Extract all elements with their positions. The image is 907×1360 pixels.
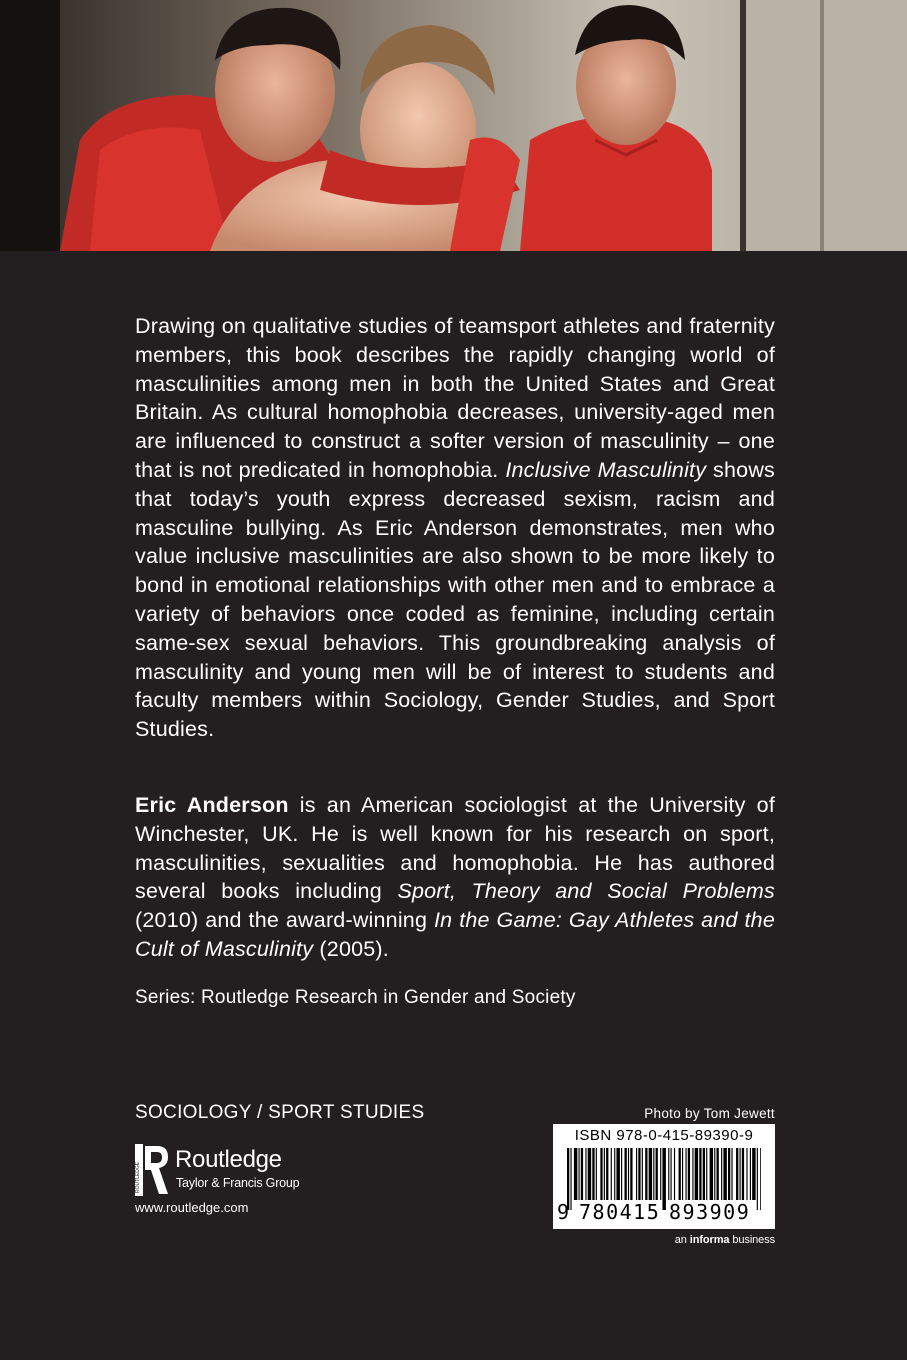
barcode-bar bbox=[653, 1148, 654, 1200]
barcode-bar bbox=[638, 1148, 640, 1200]
barcode-bar bbox=[604, 1148, 605, 1200]
barcode-bar bbox=[579, 1148, 580, 1200]
barcode-bar bbox=[585, 1148, 586, 1200]
barcode-bar bbox=[736, 1148, 738, 1200]
barcode-bar bbox=[746, 1148, 747, 1200]
barcode-bar bbox=[728, 1148, 730, 1200]
barcode-bar bbox=[742, 1148, 744, 1200]
barcode-bar bbox=[596, 1148, 597, 1200]
barcode-bar bbox=[674, 1148, 675, 1200]
barcode-bar bbox=[723, 1148, 726, 1200]
author-bio bbox=[135, 791, 775, 964]
barcode-bar bbox=[685, 1148, 686, 1200]
barcode-bar bbox=[668, 1148, 669, 1200]
publisher-website[interactable]: www.routledge.com bbox=[135, 1200, 249, 1215]
barcode-bar bbox=[682, 1148, 683, 1200]
informa-prefix: an bbox=[674, 1234, 690, 1246]
barcode-bar bbox=[649, 1148, 652, 1200]
barcode-bar bbox=[750, 1148, 751, 1200]
barcode-bar bbox=[752, 1148, 755, 1200]
barcode-bar bbox=[760, 1148, 761, 1210]
barcode-bar bbox=[621, 1148, 622, 1200]
photo-credit: Photo by Tom Jewett bbox=[644, 1106, 775, 1121]
barcode-bar bbox=[570, 1148, 571, 1210]
barcode-bar bbox=[695, 1148, 698, 1200]
barcode-bar bbox=[757, 1148, 758, 1210]
barcode-bar bbox=[699, 1148, 701, 1200]
bio-book-2: In the Game: Gay Athletes and the Cult of Masculinity bbox=[135, 908, 776, 961]
barcode-bar bbox=[628, 1148, 629, 1200]
barcode-bar bbox=[656, 1148, 658, 1200]
barcode-bar bbox=[625, 1148, 627, 1200]
subject-category: SOCIOLOGY / SPORT STUDIES bbox=[135, 1102, 425, 1123]
barcode-bar bbox=[679, 1148, 681, 1200]
publisher-name: Routledge bbox=[175, 1146, 282, 1173]
barcode-bar bbox=[688, 1148, 690, 1200]
cover-photo bbox=[0, 0, 907, 251]
description-text-1: Drawing on qualitative studies of teamsport athletes and fraternity members, this book describes the rapidly changing world of masculinities among men in both the United States and Great Britain. As cultural homophobia decreases, university-aged men are influenced to construct a softer version of masculinity – one that is not predicated in homophobia. bbox=[135, 314, 775, 482]
svg-text:ROUTLEDGE: ROUTLEDGE bbox=[135, 1161, 141, 1193]
barcode-bar bbox=[616, 1148, 619, 1200]
barcode-bar bbox=[717, 1148, 719, 1200]
barcode-bar bbox=[581, 1148, 583, 1200]
isbn-label: ISBN 978-0-415-89390-9 bbox=[574, 1127, 754, 1144]
barcode-bar bbox=[710, 1148, 713, 1200]
barcode-digit-group-2: 893909 bbox=[669, 1200, 751, 1224]
barcode-bar bbox=[630, 1148, 632, 1200]
barcode-bar bbox=[714, 1148, 715, 1200]
bio-text-1: is an American sociologist at the University of Winchester, UK. He is well known for his research on sport, masculinities, sexualities and homophobia. He has authored several books including bbox=[135, 793, 775, 904]
bio-text-2: (2010) and the award-winning bbox=[135, 908, 434, 933]
barcode-bar bbox=[606, 1148, 608, 1200]
barcode-bar bbox=[671, 1148, 672, 1200]
barcode-bar bbox=[662, 1148, 665, 1210]
informa-tagline bbox=[675, 1234, 775, 1246]
barcode-bar bbox=[642, 1148, 643, 1200]
barcode-bar bbox=[721, 1148, 722, 1200]
barcode-bar bbox=[592, 1148, 594, 1200]
informa-brand: informa bbox=[689, 1234, 730, 1246]
book-description bbox=[135, 312, 775, 744]
barcode-bar bbox=[740, 1148, 741, 1200]
description-paragraph bbox=[135, 312, 775, 744]
photo-three-athletes bbox=[0, 0, 907, 251]
informa-suffix: business bbox=[729, 1234, 775, 1246]
barcode-bar bbox=[731, 1148, 732, 1200]
book-title-italic: Inclusive Masculinity bbox=[505, 457, 707, 482]
barcode-bar bbox=[660, 1148, 661, 1200]
barcode-bar bbox=[706, 1148, 707, 1200]
barcode-bar bbox=[600, 1148, 602, 1200]
barcode-digit-lead: 9 bbox=[557, 1200, 570, 1224]
barcode-bar bbox=[611, 1148, 612, 1200]
series-line: Series: Routledge Research in Gender and Society bbox=[135, 987, 576, 1008]
description-text-2: shows that today’s youth express decreased sexism, racism and masculine bullying. As Eric Anderson demonstrates, men who value inclusive masculinities are also shown to be more likely to bond in emotional relationships with other men and to embrace a variety of behaviors once coded as feminine, including certain same-sex sexual behaviors. This groundbreaking analysis of masculinity and young men will be of interest to students and faculty members within Sociology, Gender Studies, and Sport Studies. bbox=[135, 457, 775, 742]
barcode-bar bbox=[645, 1148, 647, 1200]
barcode-bar bbox=[692, 1148, 693, 1200]
author-name: Eric Anderson bbox=[135, 793, 289, 817]
bio-text-3: (2005). bbox=[313, 936, 389, 961]
barcode-bar bbox=[588, 1148, 591, 1200]
barcode-digit-group-1: 780415 bbox=[579, 1200, 661, 1224]
barcode-bar bbox=[574, 1148, 577, 1200]
bio-book-1: Sport, Theory and Social Problems bbox=[397, 879, 775, 904]
publisher-subtitle: Taylor & Francis Group bbox=[176, 1176, 300, 1190]
isbn-barcode bbox=[553, 1124, 775, 1229]
publisher-block bbox=[135, 1144, 395, 1198]
barcode-bar bbox=[636, 1148, 637, 1200]
barcode-bar bbox=[703, 1148, 705, 1200]
barcode-bar bbox=[614, 1148, 615, 1200]
routledge-logo-icon bbox=[135, 1144, 169, 1196]
